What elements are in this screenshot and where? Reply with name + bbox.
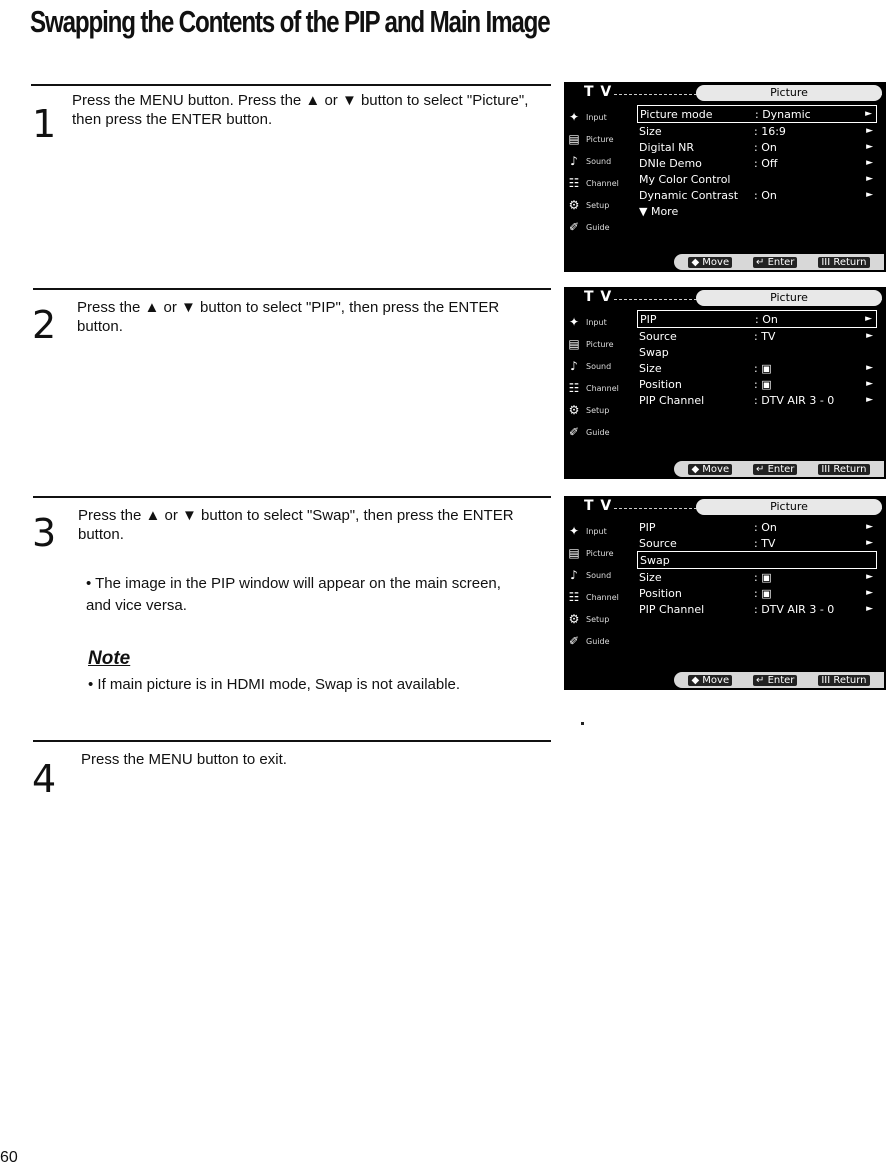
menu-row-label: Swap — [639, 345, 669, 359]
sidebar-item-label: Input — [586, 317, 607, 327]
arrow-right-icon: ► — [866, 604, 873, 614]
sidebar-item-label: Guide — [586, 427, 610, 437]
step-divider — [33, 288, 551, 290]
step-divider — [33, 740, 551, 742]
sidebar-item-label: Picture — [586, 134, 614, 144]
sidebar-item-picture[interactable] — [566, 333, 636, 355]
return-hint: III Return — [818, 257, 869, 268]
menu-row-value: : ▣ — [754, 377, 772, 391]
enter-hint: ↵ Enter — [753, 675, 797, 686]
tv-menu-screen-swap — [564, 496, 886, 690]
menu-row[interactable] — [637, 203, 877, 219]
menu-row[interactable] — [637, 344, 877, 360]
tv-menu-screen-pip — [564, 287, 886, 479]
menu-row-label: DNIe Demo — [639, 156, 702, 170]
sidebar-item-label: Guide — [586, 636, 610, 646]
step-text: Press the ▲ or ▼ button to select "PIP", then press the ENTER button. — [77, 299, 500, 335]
osd-sidebar — [566, 106, 636, 238]
sidebar-item-label: Channel — [586, 178, 619, 188]
guide-icon: ✐ — [568, 220, 580, 234]
menu-row[interactable] — [637, 155, 877, 171]
osd-sidebar — [566, 311, 636, 443]
step-bullet: • The image in the PIP window will appear on the main screen, and vice versa. — [86, 575, 501, 614]
arrow-right-icon: ► — [866, 174, 873, 184]
sidebar-item-label: Channel — [586, 383, 619, 393]
sidebar-item-input[interactable] — [566, 520, 636, 542]
arrow-right-icon: ► — [865, 314, 872, 324]
step-number: 2 — [32, 303, 57, 347]
tv-label: T V — [584, 289, 613, 305]
menu-row-label: Dynamic Contrast — [639, 188, 739, 202]
osd-sidebar — [566, 520, 636, 652]
return-hint: III Return — [818, 675, 869, 686]
move-hint: ◆ Move — [688, 675, 732, 686]
step-number: 3 — [32, 511, 57, 555]
menu-row-label: PIP Channel — [639, 602, 705, 616]
menu-row[interactable] — [637, 376, 877, 392]
menu-row-label: My Color Control — [639, 172, 731, 186]
step-text: Press the MENU button. Press the ▲ or ▼ button to select "Picture", then press the ENTER button. — [72, 92, 529, 128]
sidebar-item-guide[interactable] — [566, 421, 636, 443]
sidebar-item-label: Setup — [586, 200, 610, 210]
picture-icon: ▤ — [568, 546, 580, 560]
sound-icon: ♪ — [570, 154, 578, 168]
channel-icon: ☷ — [568, 381, 580, 395]
menu-row[interactable] — [637, 569, 877, 585]
menu-row-label: Size — [639, 124, 662, 138]
menu-row-label: Digital NR — [639, 140, 695, 154]
sidebar-item-label: Setup — [586, 405, 610, 415]
sidebar-item-channel[interactable] — [566, 377, 636, 399]
arrow-right-icon: ► — [866, 158, 873, 168]
sidebar-item-sound[interactable] — [566, 150, 636, 172]
step-number: 4 — [32, 757, 57, 801]
menu-row-label: PIP — [639, 520, 656, 534]
tv-label: T V — [584, 498, 613, 514]
page-title: Swapping the Contents of the PIP and Main Image — [30, 4, 550, 39]
sidebar-item-label: Setup — [586, 614, 610, 624]
osd-menu — [637, 519, 877, 617]
menu-row-label: ▼ More — [639, 204, 679, 218]
menu-row-label: Position — [639, 377, 682, 391]
menu-row-label: Picture mode — [640, 107, 713, 121]
sidebar-item-label: Input — [586, 526, 607, 536]
step-text: Press the ▲ or ▼ button to select "Swap", then press the ENTER button. — [78, 507, 514, 543]
menu-row-value: : ▣ — [754, 586, 772, 600]
sidebar-item-guide[interactable] — [566, 630, 636, 652]
sidebar-item-label: Picture — [586, 548, 614, 558]
move-hint: ◆ Move — [688, 257, 732, 268]
menu-row-value: : TV — [754, 536, 776, 550]
menu-row-value: : 16:9 — [754, 124, 786, 138]
osd-footer — [564, 670, 886, 690]
menu-row-value: : DTV AIR 3 - 0 — [754, 393, 835, 407]
arrow-right-icon: ► — [866, 572, 873, 582]
menu-row-value: : Dynamic — [755, 107, 811, 121]
menu-row-label: Size — [639, 361, 662, 375]
sound-icon: ♪ — [570, 359, 578, 373]
tab-picture[interactable]: Picture — [696, 290, 882, 306]
sidebar-item-label: Channel — [586, 592, 619, 602]
tv-menu-screen-picture — [564, 82, 886, 272]
arrow-right-icon: ► — [866, 379, 873, 389]
menu-row-value: : TV — [754, 329, 776, 343]
menu-row[interactable] — [637, 328, 877, 344]
sidebar-item-setup[interactable] — [566, 608, 636, 630]
channel-icon: ☷ — [568, 176, 580, 190]
menu-row[interactable] — [637, 105, 877, 123]
menu-row[interactable] — [637, 187, 877, 203]
arrow-right-icon: ► — [866, 190, 873, 200]
menu-row[interactable] — [637, 601, 877, 617]
sidebar-item-label: Picture — [586, 339, 614, 349]
sidebar-item-picture[interactable] — [566, 128, 636, 150]
menu-row[interactable] — [637, 519, 877, 535]
arrow-right-icon: ► — [866, 331, 873, 341]
menu-row-label: PIP — [640, 312, 657, 326]
sidebar-item-label: Sound — [586, 570, 612, 580]
menu-row[interactable] — [637, 360, 877, 376]
return-hint: III Return — [818, 464, 869, 475]
menu-row[interactable] — [637, 139, 877, 155]
step-divider — [33, 496, 551, 498]
step-text: Press the MENU button to exit. — [81, 751, 287, 768]
guide-icon: ✐ — [568, 425, 580, 439]
arrow-right-icon: ► — [866, 395, 873, 405]
picture-icon: ▤ — [568, 132, 580, 146]
setup-icon: ⚙ — [568, 198, 580, 212]
arrow-right-icon: ► — [866, 363, 873, 373]
note-heading: Note — [88, 648, 131, 669]
enter-hint: ↵ Enter — [753, 257, 797, 268]
sidebar-item-label: Sound — [586, 361, 612, 371]
menu-row-label: Swap — [640, 553, 670, 567]
menu-row-value: : On — [754, 188, 777, 202]
osd-footer — [564, 252, 886, 272]
sidebar-item-setup[interactable] — [566, 194, 636, 216]
guide-icon: ✐ — [568, 634, 580, 648]
menu-row-value: : ▣ — [754, 361, 772, 375]
menu-row-label: Source — [639, 329, 677, 343]
menu-row-label: PIP Channel — [639, 393, 705, 407]
input-icon: ✦ — [568, 524, 580, 538]
menu-row[interactable] — [637, 310, 877, 328]
input-icon: ✦ — [568, 315, 580, 329]
menu-row-label: Source — [639, 536, 677, 550]
menu-row-value: : ▣ — [754, 570, 772, 584]
tab-picture[interactable]: Picture — [696, 499, 882, 515]
arrow-right-icon: ► — [866, 126, 873, 136]
channel-icon: ☷ — [568, 590, 580, 604]
setup-icon: ⚙ — [568, 612, 580, 626]
input-icon: ✦ — [568, 110, 580, 124]
enter-hint: ↵ Enter — [753, 464, 797, 475]
menu-row-label: Position — [639, 586, 682, 600]
sidebar-item-channel[interactable] — [566, 172, 636, 194]
sidebar-item-guide[interactable] — [566, 216, 636, 238]
menu-row-label: Size — [639, 570, 662, 584]
step-divider — [31, 84, 551, 86]
menu-row[interactable] — [637, 535, 877, 551]
osd-menu — [637, 105, 877, 219]
tab-picture[interactable]: Picture — [696, 85, 882, 101]
note-text: • If main picture is in HDMI mode, Swap is not available. — [88, 676, 461, 693]
arrow-right-icon: ► — [866, 588, 873, 598]
osd-menu — [637, 310, 877, 408]
menu-row-value: : On — [754, 520, 777, 534]
sidebar-item-channel[interactable] — [566, 586, 636, 608]
stray-dot — [581, 722, 584, 725]
step-number: 1 — [32, 102, 57, 146]
move-hint: ◆ Move — [688, 464, 732, 475]
sidebar-item-label: Guide — [586, 222, 610, 232]
menu-row-value: : DTV AIR 3 - 0 — [754, 602, 835, 616]
menu-row[interactable] — [637, 585, 877, 601]
sidebar-item-setup[interactable] — [566, 399, 636, 421]
menu-row-value: : On — [755, 312, 778, 326]
sidebar-item-sound[interactable] — [566, 355, 636, 377]
sound-icon: ♪ — [570, 568, 578, 582]
arrow-right-icon: ► — [866, 538, 873, 548]
sidebar-item-input[interactable] — [566, 311, 636, 333]
menu-row[interactable] — [637, 551, 877, 569]
setup-icon: ⚙ — [568, 403, 580, 417]
sidebar-item-picture[interactable] — [566, 542, 636, 564]
arrow-right-icon: ► — [866, 522, 873, 532]
sidebar-item-label: Input — [586, 112, 607, 122]
menu-row[interactable] — [637, 123, 877, 139]
menu-row[interactable] — [637, 171, 877, 187]
sidebar-item-input[interactable] — [566, 106, 636, 128]
page-number: 60 — [0, 1149, 18, 1166]
menu-row-value: : Off — [754, 156, 778, 170]
picture-icon: ▤ — [568, 337, 580, 351]
menu-row[interactable] — [637, 392, 877, 408]
sidebar-item-label: Sound — [586, 156, 612, 166]
arrow-right-icon: ► — [865, 109, 872, 119]
sidebar-item-sound[interactable] — [566, 564, 636, 586]
tv-label: T V — [584, 84, 613, 100]
osd-footer — [564, 459, 886, 479]
arrow-right-icon: ► — [866, 142, 873, 152]
menu-row-value: : On — [754, 140, 777, 154]
